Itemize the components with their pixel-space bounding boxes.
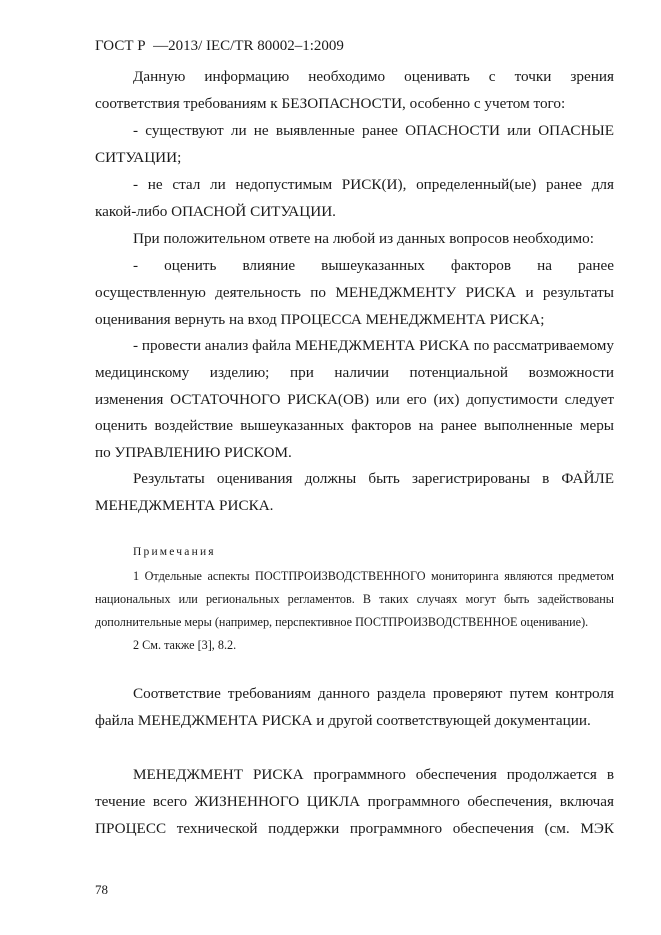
document-header: ГОСТ Р —2013/ IEC/TR 80002–1:2009 — [95, 38, 344, 54]
text-line: - провести анализ файла МЕНЕДЖМЕНТА РИСКА по рассматриваемому — [133, 337, 614, 354]
text-line: течение всего ЖИЗНЕННОГО ЦИКЛА программного обеспечения, включая — [95, 793, 614, 810]
text-line: Результаты оценивания должны быть зарегистрированы в ФАЙЛЕ — [133, 470, 614, 487]
text-line: соответствия требованиям к БЕЗОПАСНОСТИ, особенно с учетом того: — [95, 95, 566, 112]
text-line: МЕНЕДЖМЕНТА РИСКА. — [95, 497, 274, 514]
text-line: какой-либо ОПАСНОЙ СИТУАЦИИ. — [95, 203, 336, 220]
note-line: 1 Отдельные аспекты ПОСТПРОИЗВОДСТВЕННОГО мониторинга являются предметом — [133, 569, 614, 583]
text-line: МЕНЕДЖМЕНТ РИСКА программного обеспечения продолжается в — [133, 766, 614, 783]
text-line: Данную информацию необходимо оценивать с точки зрения — [133, 68, 614, 85]
note-line: национальных или региональных регламентов. В таких случаях могут быть задействованы — [95, 592, 614, 606]
note-line: 2 См. также [3], 8.2. — [133, 638, 237, 652]
notes-title: Примечания — [133, 546, 216, 558]
text-line: оценить воздействие вышеуказанных факторов на ранее выполненные меры — [95, 417, 614, 434]
text-line: осуществленную деятельность по МЕНЕДЖМЕНТУ РИСКА и результаты — [95, 284, 614, 301]
text-line: изменения ОСТАТОЧНОГО РИСКА(ОВ) или его (их) допустимости следует — [95, 391, 614, 408]
text-line: Соответствие требованиям данного раздела проверяют путем контроля — [133, 685, 614, 702]
text-line: медицинскому изделию; при наличии потенциальной возможности — [95, 364, 614, 381]
text-line: - существуют ли не выявленные ранее ОПАСНОСТИ или ОПАСНЫЕ — [133, 122, 614, 139]
text-line: СИТУАЦИИ; — [95, 149, 182, 166]
page-number: 78 — [95, 882, 108, 897]
text-line: - оценить влияние вышеуказанных факторов на ранее — [133, 257, 614, 274]
text-line: файла МЕНЕДЖМЕНТА РИСКА и другой соответствующей документации. — [95, 712, 591, 729]
text-line: - не стал ли недопустимым РИСК(И), определенный(ые) ранее для — [133, 176, 614, 193]
text-line: по УПРАВЛЕНИЮ РИСКОМ. — [95, 444, 292, 461]
text-line: ПРОЦЕСС технической поддержки программного обеспечения (см. МЭК — [95, 820, 614, 837]
text-line: При положительном ответе на любой из данных вопросов необходимо: — [133, 230, 594, 247]
note-line: дополнительные меры (например, перспективное ПОСТПРОИЗВОДСТВЕННОЕ оценивание). — [95, 615, 589, 629]
text-line: оценивания вернуть на вход ПРОЦЕССА МЕНЕДЖМЕНТА РИСКА; — [95, 311, 545, 328]
